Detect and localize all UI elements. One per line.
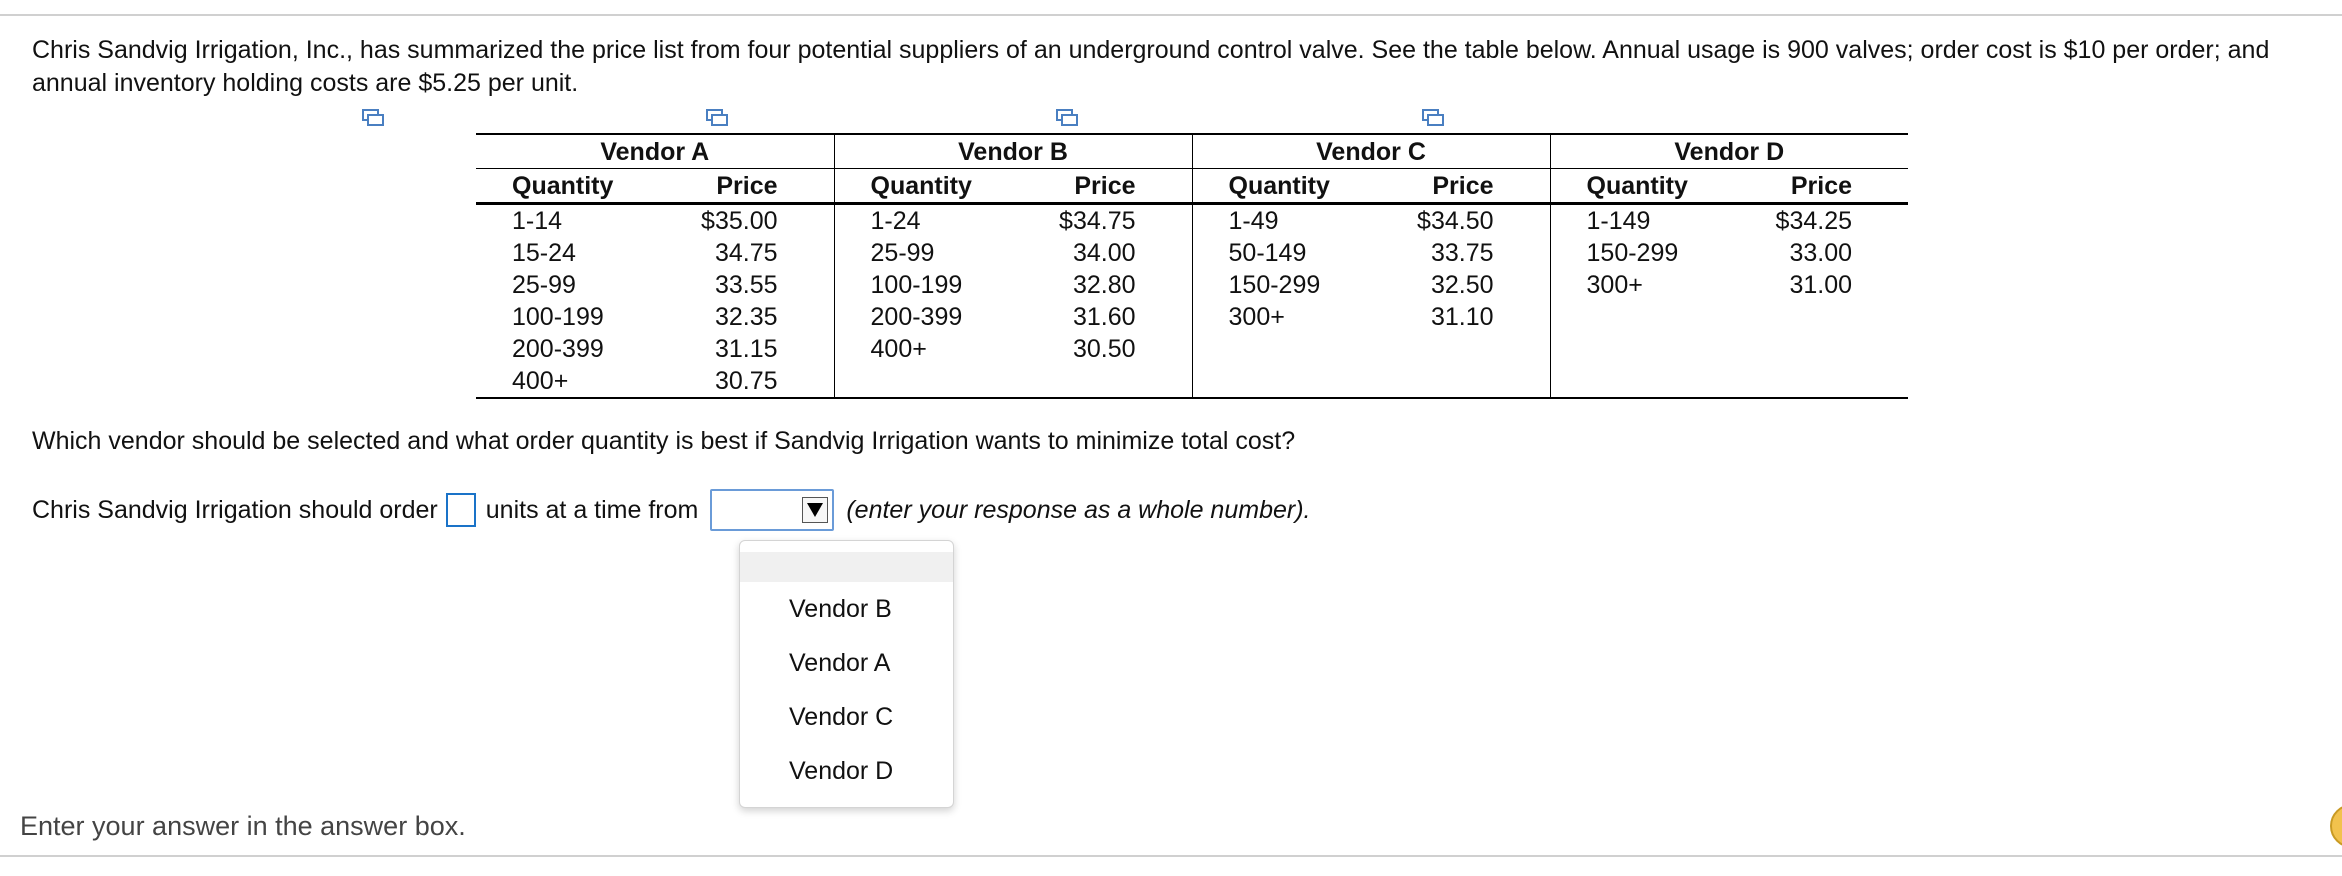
- table-cell: [1550, 301, 1729, 333]
- table-cell: $34.75: [1013, 204, 1192, 238]
- copy-table-icon[interactable]: [362, 109, 384, 127]
- table-cell: 31.15: [655, 333, 834, 365]
- price-header: Price: [655, 169, 834, 204]
- bottom-divider: [0, 855, 2342, 857]
- table-cell: 200-399: [870, 303, 963, 331]
- copy-vendor-b-icon[interactable]: [1056, 109, 1078, 127]
- column-header-row: [476, 169, 1908, 204]
- table-row: [476, 333, 1908, 365]
- table-cell: 100-199: [870, 271, 963, 299]
- vendor-c-header: Vendor C: [1192, 134, 1550, 169]
- table-cell: [1729, 365, 1908, 398]
- table-cell: 30.75: [655, 365, 834, 398]
- table-row: [476, 204, 1908, 238]
- vendor-price-table: [476, 133, 1908, 399]
- table-cell: 1-149: [1586, 207, 1651, 235]
- dropdown-option-vendor-c[interactable]: Vendor C: [789, 703, 894, 731]
- quantity-header: Quantity: [1550, 169, 1729, 204]
- table-row: [476, 365, 1908, 398]
- order-quantity-input[interactable]: [446, 493, 476, 527]
- vendor-dropdown-list: [739, 540, 954, 808]
- vendor-header-row: [476, 134, 1908, 169]
- table-cell: 1-24: [870, 207, 921, 235]
- top-divider: [0, 14, 2342, 16]
- table-cell: 34.75: [655, 237, 834, 269]
- table-cell: 400+: [870, 335, 927, 363]
- answer-middle-text: units at a time from: [485, 495, 699, 524]
- copy-vendor-a-icon[interactable]: [706, 109, 728, 127]
- table-cell: 33.55: [655, 269, 834, 301]
- table-cell: [1192, 365, 1371, 398]
- vendor-select[interactable]: [710, 489, 834, 531]
- table-cell: $34.25: [1775, 207, 1853, 235]
- table-cell: 32.50: [1371, 269, 1550, 301]
- table-cell: [1371, 365, 1550, 398]
- table-row: [476, 269, 1908, 301]
- table-cell: 31.00: [1789, 271, 1853, 299]
- answer-instruction: Enter your answer in the answer box.: [20, 811, 466, 841]
- table-cell: 150-299: [1228, 271, 1321, 299]
- vendor-d-header: Vendor D: [1550, 134, 1908, 169]
- table-cell: 1-49: [1228, 207, 1279, 235]
- table-cell: 31.10: [1371, 301, 1550, 333]
- answer-sentence: [32, 491, 1310, 529]
- quantity-header: Quantity: [834, 169, 1013, 204]
- table-row: [476, 301, 1908, 333]
- table-cell: [1729, 333, 1908, 365]
- table-cell: 31.60: [1013, 301, 1192, 333]
- table-cell: 30.50: [1013, 333, 1192, 365]
- table-cell: 32.80: [1013, 269, 1192, 301]
- table-cell: [834, 365, 1013, 398]
- table-cell: $35.00: [655, 204, 834, 238]
- table-cell: 200-399: [512, 335, 604, 363]
- table-cell: [1550, 333, 1729, 365]
- dropdown-blank-option[interactable]: [740, 552, 953, 582]
- table-cell: 25-99: [870, 239, 935, 267]
- answer-prefix: Chris Sandvig Irrigation should order: [32, 495, 438, 524]
- copy-vendor-c-icon[interactable]: [1422, 109, 1444, 127]
- table-cell: [1371, 333, 1550, 365]
- table-cell: 300+: [1228, 303, 1285, 331]
- quantity-header: Quantity: [1192, 169, 1371, 204]
- table-cell: [1550, 365, 1729, 398]
- dropdown-option-vendor-a[interactable]: Vendor A: [789, 649, 891, 677]
- problem-statement: Chris Sandvig Irrigation, Inc., has summarized the price list from four potential suppliers of an underground control valve. See the table below. Annual usage is 900 valves; order cost is $10 per order; and annual inventory holding costs are $5.25 per unit.: [32, 36, 2270, 97]
- dropdown-option-vendor-b[interactable]: Vendor B: [789, 595, 892, 623]
- table-cell: [1729, 301, 1908, 333]
- table-cell: $34.50: [1371, 204, 1550, 238]
- table-cell: 33.00: [1789, 239, 1853, 267]
- table-cell: 400+: [476, 365, 655, 398]
- table-cell: 33.75: [1371, 237, 1550, 269]
- table-cell: [1192, 333, 1371, 365]
- question-text: Which vendor should be selected and what order quantity is best if Sandvig Irrigation wants to minimize total cost?: [32, 427, 1296, 455]
- quantity-header: Quantity: [476, 169, 655, 204]
- table-cell: 50-149: [1228, 239, 1307, 267]
- price-header: Price: [1729, 169, 1908, 204]
- price-header: Price: [1013, 169, 1192, 204]
- dropdown-option-vendor-d[interactable]: Vendor D: [789, 757, 894, 785]
- table-cell: 34.00: [1013, 237, 1192, 269]
- table-cell: 25-99: [512, 271, 576, 299]
- vendor-b-header: Vendor B: [834, 134, 1192, 169]
- price-header: Price: [1371, 169, 1550, 204]
- table-cell: 1-14: [512, 207, 563, 235]
- triangle-down-icon[interactable]: [802, 497, 828, 523]
- table-cell: 15-24: [512, 239, 576, 267]
- table-cell: 300+: [1586, 271, 1643, 299]
- help-button-icon[interactable]: [2330, 804, 2342, 848]
- vendor-a-header: Vendor A: [476, 134, 834, 169]
- answer-hint: (enter your response as a whole number).: [846, 495, 1311, 524]
- table-cell: 150-299: [1586, 239, 1679, 267]
- table-cell: [1013, 365, 1192, 398]
- table-cell: 32.35: [655, 301, 834, 333]
- table-cell: 100-199: [512, 303, 604, 331]
- table-row: [476, 237, 1908, 269]
